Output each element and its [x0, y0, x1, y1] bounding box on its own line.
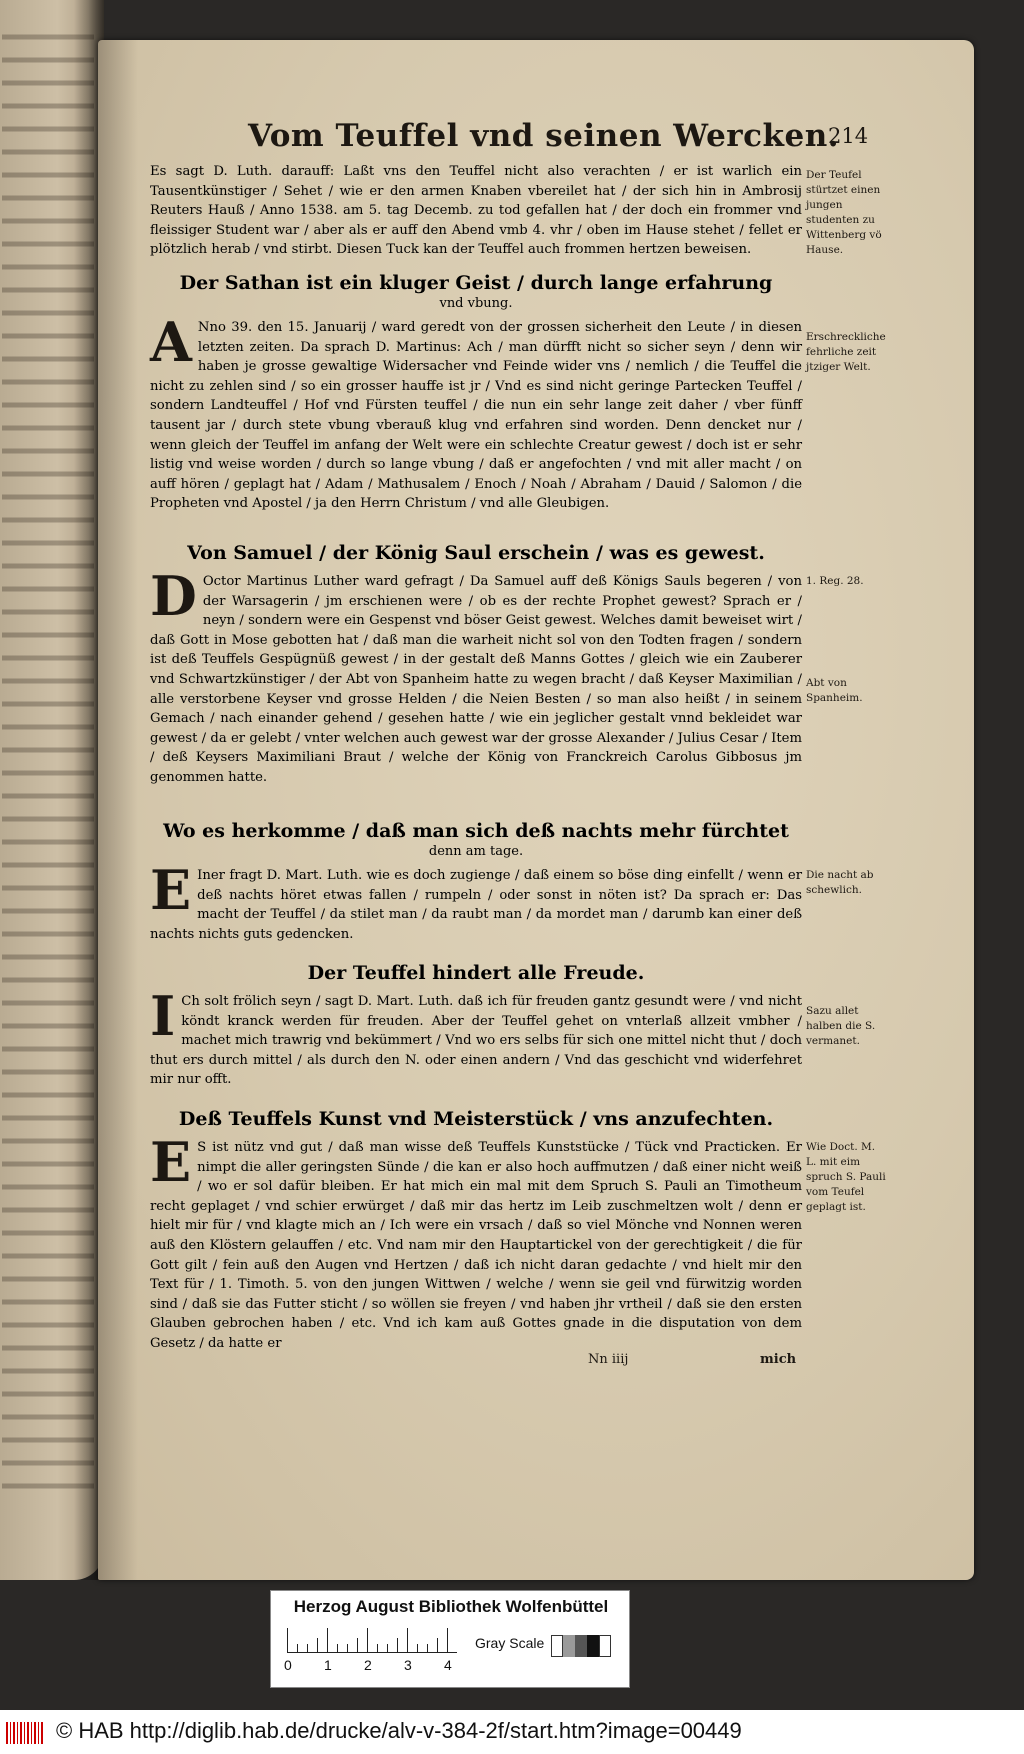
color-calibration-strip: [270, 1590, 630, 1688]
scale-ruler: [287, 1629, 457, 1653]
section-text: S ist nütz vnd gut / daß man wisse deß Teuffels Kunststücke / Tück vnd Practicken. Er nimpt die aller geringsten Sünde / die kan er also hoch auffmutzen / daß einer nicht weiß / wo er sol dafür bleiben. Er hat mich ein mal mit dem Spruch S. Pauli an Timotheum recht geplaget / vnd schier erwürget / daß mir das hertz im Leib zuschmeltzen wolt / denn er hielt mir für / vnd klagte mich an / Ich were ein vrsach / daß so viel Mönche vnd Nonnen weren auß den Klöstern gelauffen / etc. Vnd nam mir den Hauptartickel von der gerechtigkeit / die für Gott gilt / fein auß den Augen vnd Hertzen / daß ich nicht daran gedachte / vnd hielt mir den Text für / 1. Timoth. 5. von den jungen Wittwen / welche / wenn sie geil vnd fürwitzig worden sind / daß sie das Futter sticht / so wöllen sie freyen / vnd haben jhr vrtheil / daß sie den ersten Glauben gebrochen haben / etc. Vnd ich kam auß Gottes gnade in die disputation von dem Gesetz / da hatte er: [150, 1140, 802, 1351]
gray-swatch: [587, 1635, 599, 1657]
section-body: [150, 1130, 802, 1354]
margin-note: Erschreckliche fehrliche zeit jtziger Welt.: [806, 331, 886, 373]
section-samuel: [150, 542, 802, 788]
margin-note: Wie Doct. M. L. mit eim spruch S. Pauli vom Teufel geplagt ist.: [806, 1141, 886, 1213]
ruler-label: 0: [284, 1657, 292, 1673]
page-title: Vom Teuffel vnd seinen Wercken.: [248, 118, 840, 154]
section-text: Iner fragt D. Mart. Luth. wie es doch zugienge / daß einem so böse ding einfellt / wenn er deß nachts höret etwas fallen / rumpeln / oder sonst in nöten ist? Da sprach er: Das macht der Teuffel / da stilet man / da raubt man / da mordet man / darumb kan einer deß nachts nichts guts gedencken.: [150, 868, 802, 942]
margin-note: Sazu allet halben die S. vermanet.: [806, 1005, 876, 1047]
margin-note: Der Teufel stürtzet einen jungen studenten zu Wittenberg vö Hause.: [806, 169, 882, 256]
margin-note: Die nacht ab schewlich.: [806, 869, 874, 896]
page-gutter-shadow: [98, 40, 138, 1580]
footer-bar: [0, 1710, 1024, 1754]
ruler-label: 1: [324, 1657, 332, 1673]
ruler-label: 4: [444, 1657, 452, 1673]
gray-swatch: [575, 1635, 587, 1657]
drop-cap: E: [150, 1130, 192, 1194]
section-sathan: [150, 272, 802, 514]
section-nachts: [150, 820, 802, 944]
section-body: Es sagt D. Luth. darauff: Laßt vns den Teuffel nicht also verachten / er ist warlich ein Tausentkünstiger / Sehet / wie er den armen Knaben vbereilet hat / der sich hin in Ambrosij Reuters Hauß / Anno 1538. am 5. tag Decemb. zu tod gefallen hat / der doch ein frommer vnd fleissiger Student war / aber als er auff den Abend vmb 4. vhr / oben im Hause stehet / fellet er plötzlich herab / vnd stirbt. Diesen Tuck kan der Teuffel auch frommen hertzen beweisen.: [150, 164, 802, 258]
section-heading: Wo es herkomme / daß man sich deß nachts mehr fürchtet: [163, 820, 789, 842]
section-body: [150, 984, 802, 1090]
section-continuation: [150, 162, 802, 260]
page-number: 214: [828, 124, 869, 148]
section-subheading: vnd vbung.: [439, 296, 513, 311]
library-name: Herzog August Bibliothek Wolfenbüttel: [293, 1597, 609, 1616]
signature-mark: Nn iiij: [588, 1352, 629, 1367]
section-heading: Von Samuel / der König Saul erschein / was es gewest.: [187, 542, 765, 564]
margin-note: 1. Reg. 28.: [806, 575, 864, 587]
catchword: mich: [760, 1352, 797, 1367]
section-heading: Der Teuffel hindert alle Freude.: [307, 962, 645, 984]
margin-note: Abt von Spanheim.: [806, 677, 863, 704]
gray-swatch: [599, 1635, 611, 1657]
ruler-label: 2: [364, 1657, 372, 1673]
ruler-label: 3: [404, 1657, 412, 1673]
drop-cap: D: [150, 564, 197, 628]
gray-swatch: [563, 1635, 575, 1657]
drop-cap: E: [150, 858, 192, 922]
drop-cap: A: [150, 310, 192, 374]
gray-swatch: [551, 1635, 563, 1657]
drop-cap: I: [150, 984, 176, 1048]
section-kunst: [150, 1108, 802, 1354]
hab-logo: [6, 1722, 44, 1744]
footer-url: © HAB http://diglib.hab.de/drucke/alv-v-384-2f/start.htm?image=00449: [56, 1718, 742, 1743]
section-text: Nno 39. den 15. Januarij / ward geredt von der grossen sicherheit den Leute / in diesen letzten zeiten. Da sprach D. Martinus: Ach / man dürfft nicht so sicher seyn / denn wir haben je grosse gewaltige Widersacher vnd Feinde wider vns / nemlich / die Teuffel die nicht zu zehlen sind / so ein grosser hauffe ist jr / Vnd es sind nicht geringe Partecken Teuffel / sondern Landteuffel / Hof vnd Fürsten teuffel / die nun ein sehr lange zeit daher / vber fünff tausent jar / durch stete vbung vberauß klug vnd erfahren sind worden. Denn dencket nur / wenn gleich der Teuffel im anfang der Welt were ein schlechte Creatur gewest / doch ist er sehr listig vnd weise worden / durch so lange vbung / daß er angefochten / vnd mit aller macht / on auff hören / geplagt hat / Adam / Mathusalem / Enoch / Noah / Abraham / Dauid / Salomon / die Propheten vnd Apostel / ja den Herrn Christum / vnd alle Gleubigen.: [150, 320, 802, 512]
section-subheading: denn am tage.: [428, 844, 524, 859]
section-heading: Der Sathan ist ein kluger Geist / durch lange erfahrung: [179, 272, 773, 294]
section-heading: Deß Teuffels Kunst vnd Meisterstück / vns anzufechten.: [178, 1108, 774, 1130]
gray-scale-label: Gray Scale: [475, 1635, 545, 1651]
section-body: [150, 310, 802, 514]
section-text: Octor Martinus Luther ward gefragt / Da Samuel auff deß Königs Sauls begeren / von der Warsagerin / jm erschienen were / ob es der rechte Prophet gewest? Sprach er / neyn / sondern were ein Gespenst vnd böser Geist gewest. Welches damit beweiset wirt / daß Gott in Mose gebotten hat / daß man die warheit nicht sol von den Todten fragen / sondern ist deß Teuffels Gespügnüß gewest / in der gestalt deß Manns Gottes / gleich wie ein Zauberer vnd Schwartzkünstiger / der Abt von Spanheim hatte zu wegen bracht / daß Keyser Maximilian / alle verstorbene Keyser vnd grosse Helden / die Neien Besten / so man also heißt / in seinem Gemach / nach einander gehend / gesehen hatte / wie ein jeglicher gestalt vnnd bekleidet war gewest / da er gelebt / vnter welchen auch gewest war der grosse Alexander / Julius Cesar / Item / deß Keysers Maximiliani Braut / welche der König von Franckreich Carolus Gibbosus jm genommen hatte.: [150, 574, 802, 785]
section-text: Ch solt frölich seyn / sagt D. Mart. Luth. daß ich für freuden gantz gesundt were / vnd nicht köndt kranck werden für freuden. Aber der Teuffel gehet on vnterlaß allzeit vmbher / machet mich trawrig vnd bekümmert / Vnd wo ers selbs für sich one mittel nicht thut / doch thut ers durch mittel / als durch den N. oder einen andern / Vnd das geschicht vnd widerfehret mir nur offt.: [150, 994, 802, 1088]
section-body: [150, 564, 802, 788]
section-body: [150, 858, 802, 944]
section-freude: [150, 962, 802, 1090]
facing-page: [0, 0, 104, 1580]
